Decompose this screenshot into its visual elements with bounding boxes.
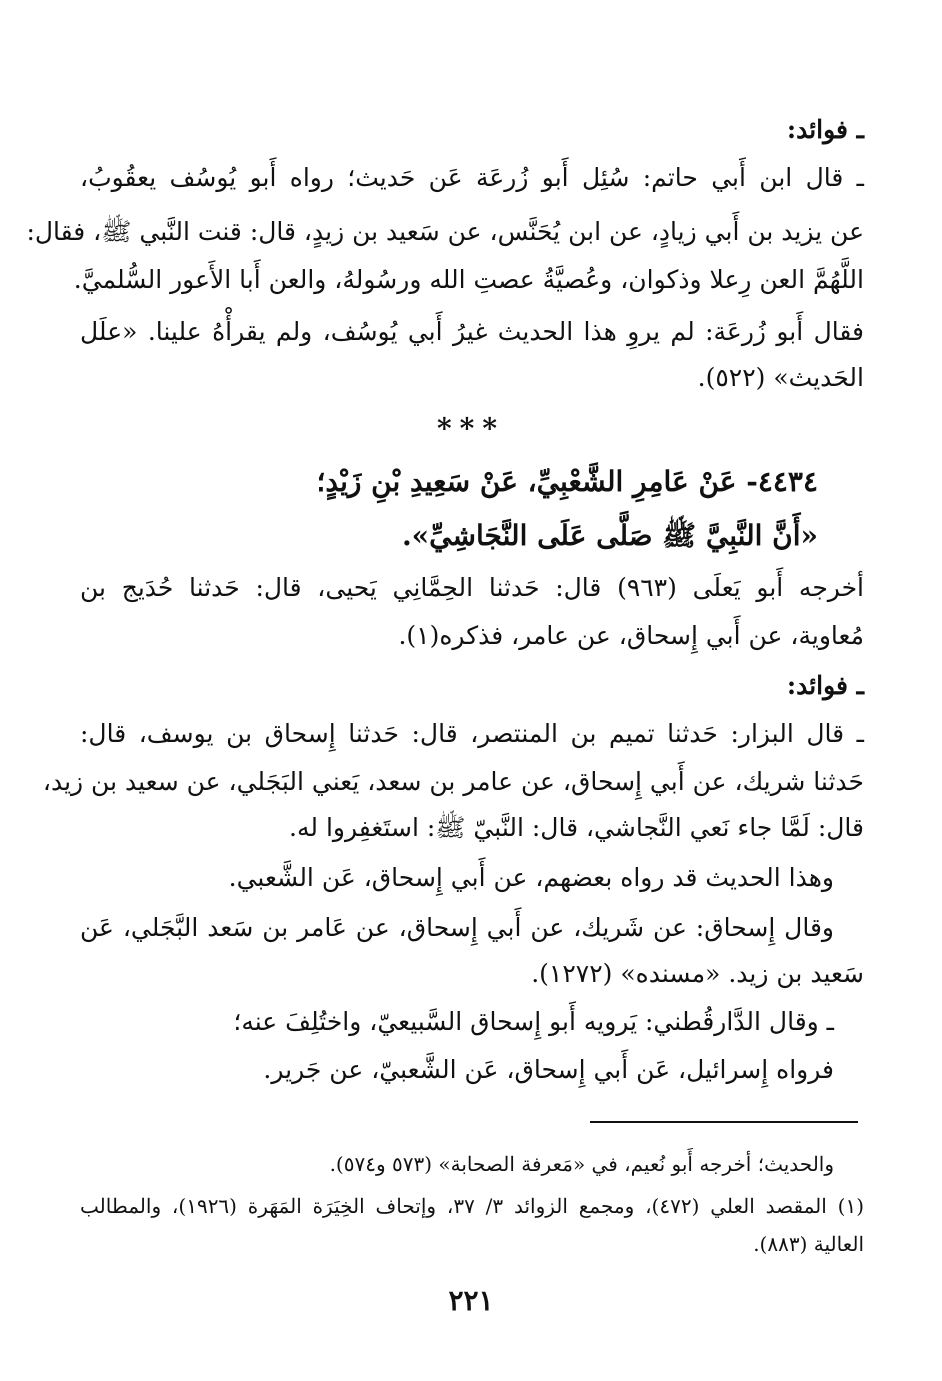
footnote-text: (١) المقصد العلي (٤٧٢)، ومجمع الزوائد ٣/ ٣٧، وإتحاف الخِيَرَة المَهَرة (١٩٢٦)، والمطالب <box>80 1194 864 1218</box>
text-line: ـ قال ابن أَبي حاتم: سُئِل أَبو زُرعَة عَن حَديث؛ رواه أَبو يُوسُف يعقُوبُ، <box>80 163 864 192</box>
text-line: سَعيد بن زيد. «مسنده» (١٢٧٢). <box>531 959 864 988</box>
footnote-divider <box>590 1121 858 1123</box>
text-line: اللَّهُمَّ العن رِعلا وذكوان، وعُصيَّةُ عصتِ الله ورسُولهُ، والعن أَبا الأَعور السُّلميَّ. <box>73 265 864 294</box>
section-heading-fawaid: ـ فوائد: <box>786 671 864 700</box>
section-heading-fawaid: ـ فوائد: <box>786 115 864 144</box>
hadith-isnad: ٤٤٣٤- عَنْ عَامِرِ الشَّعْبِيِّ، عَنْ سَعِيدِ بْنِ زَيْدٍ؛ <box>316 465 818 498</box>
text-line: وقال إِسحاق: عن شَريك، عن أَبي إِسحاق، عن عَامر بن سَعد البَّجَلي، عَن <box>80 913 834 942</box>
text-line: الحَديث» (٥٢٢). <box>697 363 864 392</box>
text-line: فقال أَبو زُرعَة: لم يروِ هذا الحديث غيرُ أَبي يُوسُف، ولم يقرأْهُ علينا. «علَل <box>80 317 864 346</box>
page-number: ٢٢١ <box>448 1284 494 1317</box>
takhrij-line: أخرجه أَبو يَعلَى (٩٦٣) قال: حَدثنا الحِمَّانِي يَحيى، قال: حَدثنا حُدَيج بن <box>80 573 864 602</box>
text-line: قال: لَمَّا جاء نَعي النَّجاشي، قال: النَّبيّ ﷺ: استَغفِروا له. <box>289 813 864 842</box>
section-separator: *** <box>437 412 505 445</box>
text-line: وهذا الحديث قد رواه بعضهم، عن أَبي إِسحاق، عَن الشَّعبي. <box>228 863 834 892</box>
text-line: فرواه إِسرائيل، عَن أَبي إِسحاق، عَن الشَّعبيّ، عن جَرير. <box>263 1055 834 1084</box>
footnote-text: والحديث؛ أخرجه أَبو نُعيم، في «مَعرفة الصحابة» (٥٧٣ و٥٧٤). <box>329 1152 834 1176</box>
hadith-matn: «أَنَّ النَّبِيَّ ﷺ صَلَّى عَلَى النَّجَاشِيِّ». <box>401 519 818 552</box>
text-line: ـ قال البزار: حَدثنا تميم بن المنتصر، قال: حَدثنا إِسحاق بن يوسف، قال: <box>80 719 864 748</box>
footnote-text: العالية (٨٨٣). <box>753 1232 864 1256</box>
text-line: حَدثنا شريك، عن أَبي إِسحاق، عن عامر بن سعد، يَعني البَجَلي، عن سعيد بن زيد، <box>42 767 864 796</box>
takhrij-line: مُعاوية، عن أَبي إِسحاق، عن عامر، فذكره(١). <box>398 621 864 650</box>
text-line: ـ وقال الدَّارقُطني: يَرويه أَبو إِسحاق السَّبيعيّ، واختُلِفَ عنه؛ <box>233 1007 834 1036</box>
text-line: عن يزيد بن أَبي زيادٍ، عن ابن يُحَنَّس، عن سَعيد بن زيدٍ، قال: قنت النَّبي ﷺ، فقال: <box>26 217 864 246</box>
